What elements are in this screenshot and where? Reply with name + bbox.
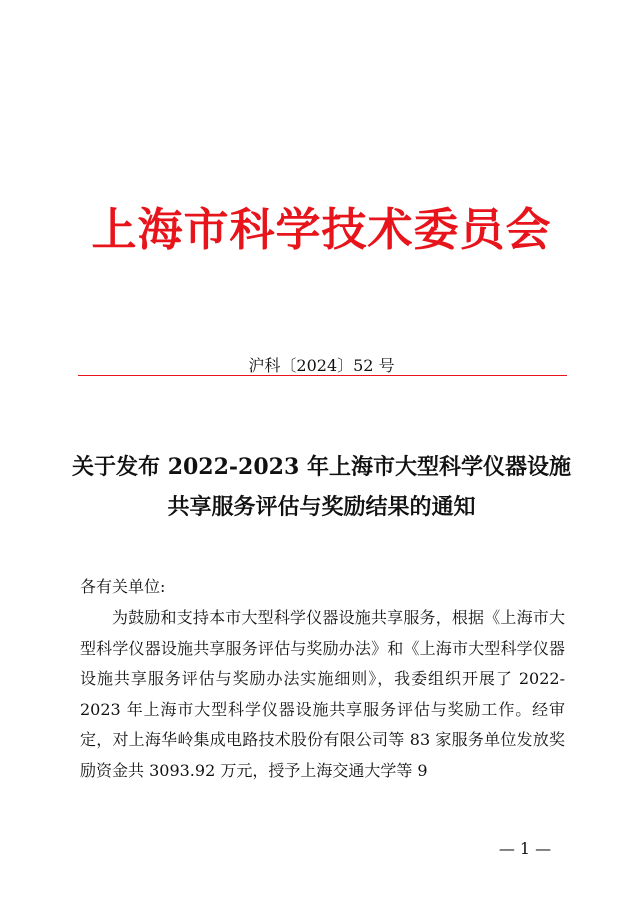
red-divider-line xyxy=(78,375,567,376)
organization-title: 上海市科学技术委员会 xyxy=(91,203,552,256)
body-paragraph: 为鼓励和支持本市大型科学仪器设施共享服务，根据《上海市大型科学仪器设施共享服务评估与奖励办法》和《上海市大型科学仪器设施共享服务评估与奖励办法实施细则》，我委组织开展了 2022-2023 年上海市大型科学仪器设施共享服务评估与奖励工作。经审定，对上海华岭集成电路技术股份有限公司等 83 家服务单位发放奖励资金共 3093.92 万元，授予上海交通大学等 9 xyxy=(80,608,565,780)
notice-title-line-2: 共享服务评估与奖励结果的通知 xyxy=(167,494,476,520)
salutation: 各有关单位: xyxy=(80,577,166,596)
notice-title-line-1: 关于发布 2022-2023 年上海市大型科学仪器设施 xyxy=(72,454,571,480)
page-number: — 1 — xyxy=(498,839,552,858)
document-number: 沪科〔2024〕52 号 xyxy=(248,356,395,375)
notice-title xyxy=(40,447,603,527)
